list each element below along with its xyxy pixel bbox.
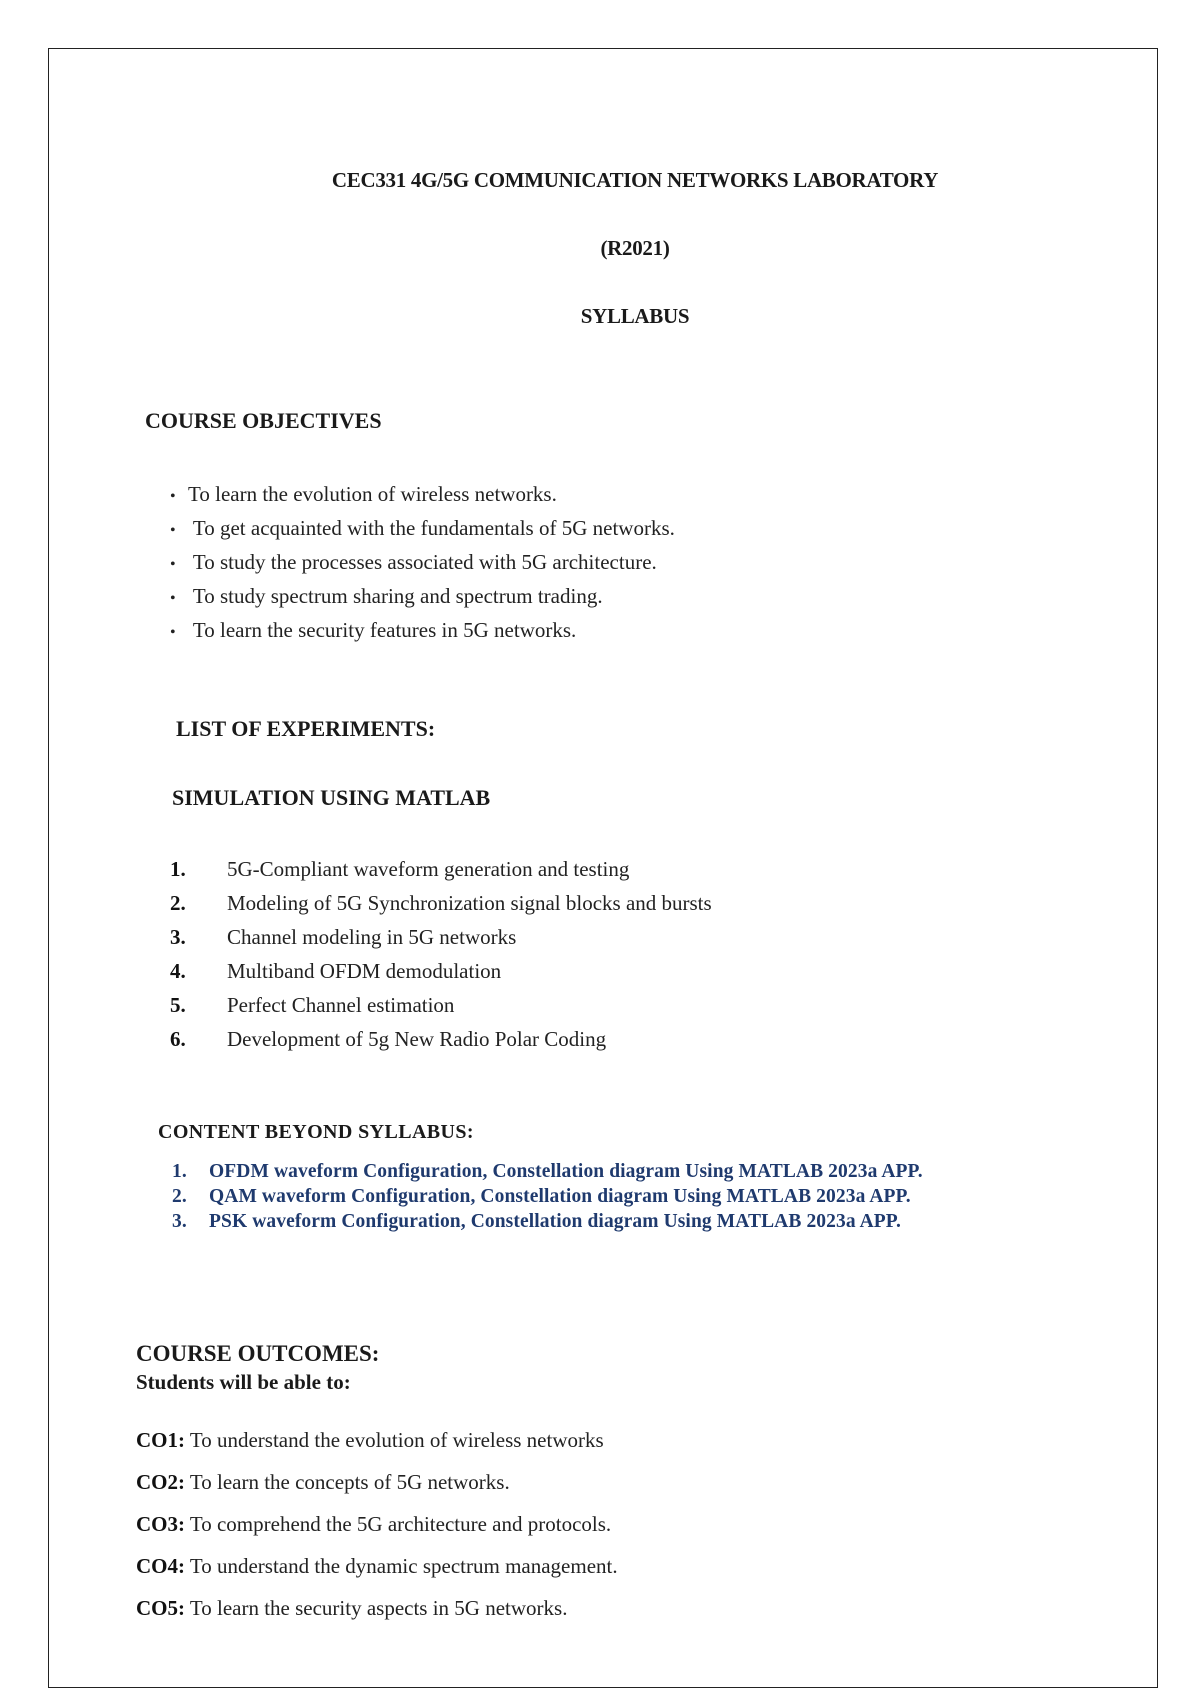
objective-item: • To study spectrum sharing and spectrum trading.: [170, 579, 675, 613]
outcome-item: CO2: To learn the concepts of 5G networks.: [136, 1470, 510, 1494]
objective-item: • To learn the security features in 5G networks.: [170, 613, 675, 647]
experiment-item: 1. 5G-Compliant waveform generation and testing: [170, 857, 630, 881]
bullet-icon: •: [170, 556, 176, 573]
experiments-list: [170, 852, 712, 1056]
experiment-item: 5. Perfect Channel estimation: [170, 993, 455, 1017]
outcome-item: CO4: To understand the dynamic spectrum management.: [136, 1554, 618, 1578]
experiment-item: 6. Development of 5g New Radio Polar Coding: [170, 1027, 607, 1051]
beyond-syllabus-heading: CONTENT BEYOND SYLLABUS:: [158, 1121, 474, 1143]
experiments-heading: LIST OF EXPERIMENTS:: [176, 716, 436, 741]
bullet-icon: •: [170, 488, 176, 505]
objective-item: • To learn the evolution of wireless networks.: [170, 477, 675, 511]
outcome-item: CO5: To learn the security aspects in 5G networks.: [136, 1596, 568, 1620]
outcome-item: CO3: To comprehend the 5G architecture and protocols.: [136, 1512, 612, 1536]
objective-item: • To study the processes associated with 5G architecture.: [170, 545, 675, 579]
experiment-item: 2. Modeling of 5G Synchronization signal blocks and bursts: [170, 891, 712, 915]
bullet-icon: •: [170, 624, 176, 641]
beyond-item: 1. OFDM waveform Configuration, Constellation diagram Using MATLAB 2023a APP.: [172, 1161, 923, 1182]
bullet-icon: •: [170, 590, 176, 607]
simulation-subheading: SIMULATION USING MATLAB: [172, 785, 491, 810]
outcomes-list: [136, 1419, 618, 1629]
syllabus-label: SYLLABUS: [580, 304, 690, 328]
outcomes-subheading: Students will be able to:: [136, 1370, 351, 1394]
bullet-icon: •: [170, 522, 176, 539]
objectives-heading: COURSE OBJECTIVES: [145, 408, 382, 433]
outcomes-heading: COURSE OUTCOMES:: [136, 1341, 380, 1366]
beyond-item: 3. PSK waveform Configuration, Constellation diagram Using MATLAB 2023a APP.: [172, 1211, 901, 1232]
objective-item: • To get acquainted with the fundamentals of 5G networks.: [170, 511, 675, 545]
course-title: CEC331 4G/5G COMMUNICATION NETWORKS LABORATORY: [331, 168, 939, 192]
beyond-syllabus-list: [172, 1159, 923, 1234]
outcome-item: CO1: To understand the evolution of wireless networks: [136, 1428, 604, 1452]
objectives-list: [170, 477, 675, 647]
beyond-item: 2. QAM waveform Configuration, Constellation diagram Using MATLAB 2023a APP.: [172, 1186, 911, 1207]
experiment-item: 4. Multiband OFDM demodulation: [170, 959, 502, 983]
regulation-label: (R2021): [600, 236, 670, 260]
experiment-item: 3. Channel modeling in 5G networks: [170, 925, 517, 949]
